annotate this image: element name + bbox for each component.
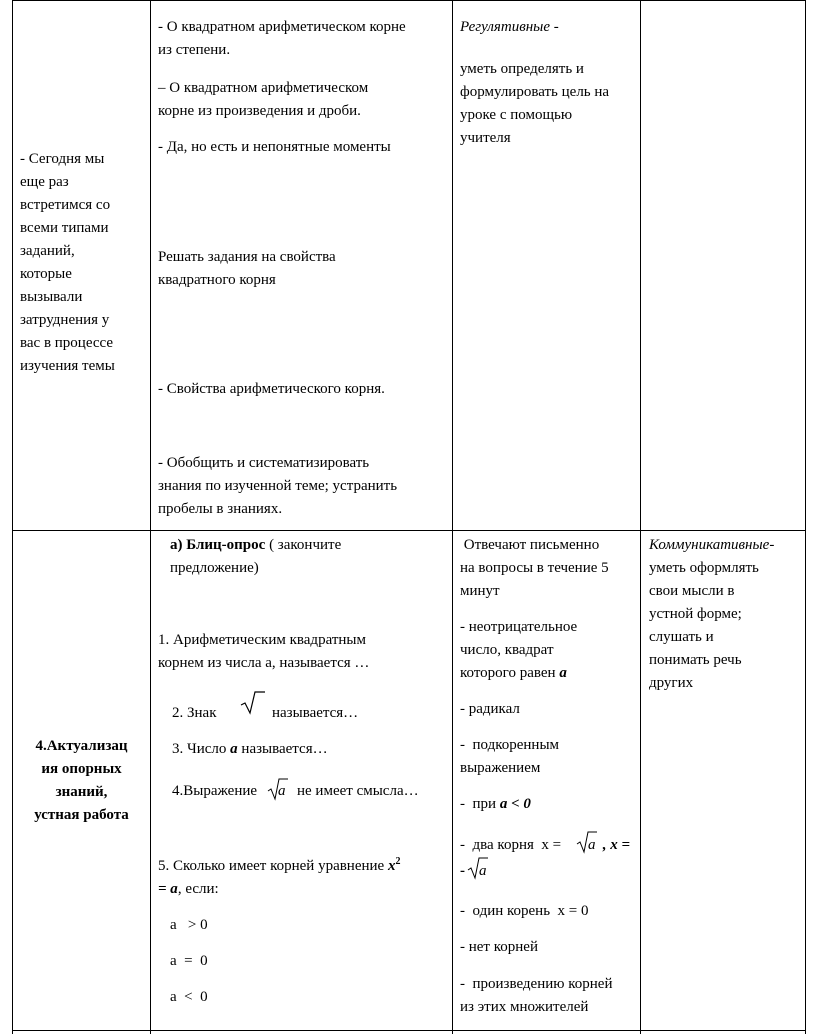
text-line: знания по изученной теме; устранить — [158, 478, 398, 494]
question-4-start: 4.Выражение — [172, 783, 258, 799]
text-line: других — [649, 675, 694, 691]
answer-5-start: - два корня х = — [460, 837, 562, 853]
text-line: еще раз — [20, 174, 69, 190]
answer-1: - неотрицательное — [460, 619, 578, 635]
sqrt-a-radicand: a — [278, 783, 286, 799]
text-line: - Свойства арифметического корня. — [158, 381, 385, 397]
text-line: всеми типами — [20, 220, 109, 236]
question-4-end: не имеет смысла… — [297, 783, 419, 799]
grid-line-row-divider — [12, 530, 806, 531]
answer-7: - нет корней — [460, 939, 538, 955]
answer-3: - подкоренным — [460, 737, 560, 753]
stage-title-line: 4.Актуализац — [35, 738, 128, 754]
text-line: учителя — [460, 130, 511, 146]
text-line: свои мысли в — [649, 583, 735, 599]
text-line: заданий, — [20, 243, 75, 259]
radical-sign-icon — [240, 690, 266, 716]
sqrt-a-radicand: a — [588, 837, 596, 853]
text-line: затруднения у — [20, 312, 110, 328]
text-line: понимать речь — [649, 652, 742, 668]
text-line: которые — [20, 266, 72, 282]
question-2-start: 2. Знак — [172, 705, 217, 721]
sqrt-a-radicand: a — [479, 863, 487, 879]
grid-line-top — [12, 0, 806, 1]
text-line: пробелы в знаниях. — [158, 501, 283, 517]
answer-1: число, квадрат — [460, 642, 554, 658]
answer-8: из этих множителей — [460, 999, 589, 1015]
quiz-title: а) Блиц-опрос ( закончите — [170, 537, 342, 553]
text-line: – О квадратном арифметическом — [158, 80, 369, 96]
regulative-heading: Регулятивные - — [460, 19, 559, 35]
text-line: Решать задания на свойства — [158, 249, 336, 265]
question-5: 5. Сколько имеет корней уравнение $x^2$ — [158, 856, 401, 874]
stage-title-line: знаний, — [55, 784, 108, 800]
answer-6: - один корень х = 0 — [460, 903, 589, 919]
question-1: 1. Арифметическим квадратным — [158, 632, 366, 648]
stage-title-line: ия опорных — [41, 761, 122, 777]
text-line: формулировать цель на — [460, 84, 610, 100]
answer-1-line3: которого равен а — [460, 665, 567, 681]
answer-3: выражением — [460, 760, 541, 776]
question-1: корнем из числа а, называется … — [158, 655, 370, 671]
stage-title-line: устная работа — [34, 807, 129, 823]
text-line: уметь оформлять — [649, 560, 759, 576]
text-line: Отвечают письменно — [460, 537, 600, 553]
grid-line-left — [12, 0, 13, 1034]
text-line: из степени. — [158, 42, 231, 58]
condition-negative: a < 0 — [170, 989, 208, 1005]
text-line: слушать и — [649, 629, 714, 645]
grid-line-bottom — [12, 1030, 806, 1031]
answer-4: - при а < 0 — [460, 796, 531, 812]
grid-line-col2 — [452, 0, 453, 1034]
condition-zero: a = 0 — [170, 953, 208, 969]
question-3: 3. Число а называется… — [172, 741, 328, 757]
text-line: предложение) — [170, 560, 259, 576]
text-line: - Обобщить и систематизировать — [158, 455, 370, 471]
question-5-line2: = a, если: — [158, 881, 219, 897]
text-line: - Сегодня мы — [20, 151, 105, 167]
text-line: - Да, но есть и непонятные моменты — [158, 139, 391, 155]
condition-positive: a > 0 — [170, 917, 208, 933]
grid-line-right — [805, 0, 806, 1034]
text-line: квадратного корня — [158, 272, 276, 288]
grid-line-col1 — [150, 0, 151, 1034]
text-line: вас в процессе — [20, 335, 114, 351]
text-line: встретимся со — [20, 197, 111, 213]
answer-5-mid: , x = — [599, 837, 631, 853]
text-line: устной форме; — [649, 606, 742, 622]
text-line: уроке с помощью — [460, 107, 573, 123]
answer-2: - радикал — [460, 701, 520, 717]
text-line: изучения темы — [20, 358, 115, 374]
text-line: уметь определять и — [460, 61, 584, 77]
text-line: на вопросы в течение 5 — [460, 560, 609, 576]
answer-8: - произведению корней — [460, 976, 613, 992]
text-line: - О квадратном арифметическом корне — [158, 19, 406, 35]
text-line: вызывали — [20, 289, 83, 305]
communicative-heading: Коммуникативные- — [649, 537, 775, 553]
text-line: минут — [460, 583, 500, 599]
answer-5-minus: - — [460, 863, 465, 879]
text-line: корне из произведения и дроби. — [158, 103, 361, 119]
question-2-end: называется… — [272, 705, 359, 721]
grid-line-col3 — [640, 0, 641, 1034]
